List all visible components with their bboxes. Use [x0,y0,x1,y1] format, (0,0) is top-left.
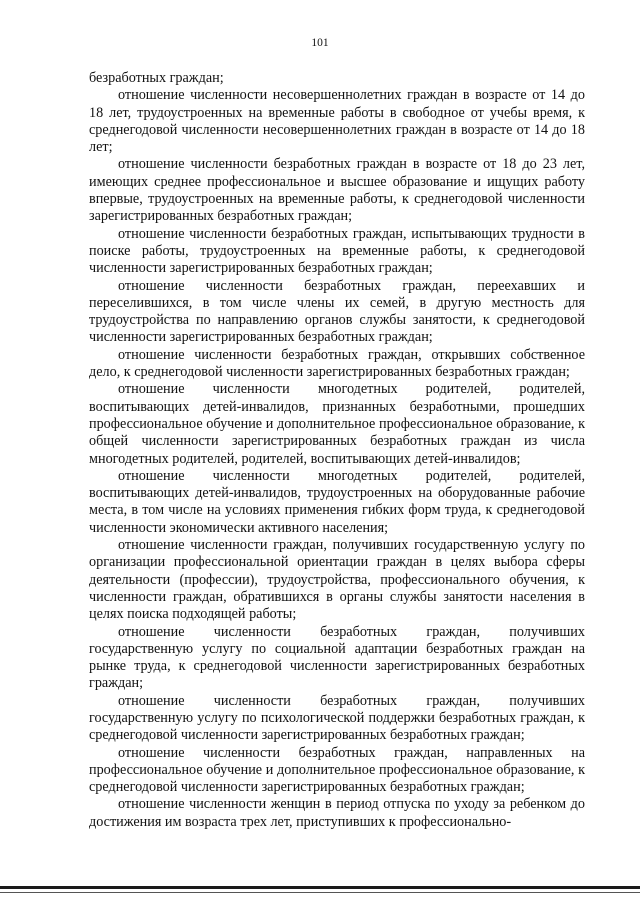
paragraph: отношение численности безработных граждан, получивших государственную услугу по психологической поддержки безработных граждан, к среднегодовой численности зарегистрированных безработных граждан; [89,692,585,744]
paragraph: отношение численности несовершеннолетних граждан в возрасте от 14 до 18 лет, трудоустроенных на временные работы в свободное от учебы время, к среднегодовой численности несовершеннолетних граждан в возрасте от 14 до 18 лет; [89,87,585,156]
paragraph-continuation: безработных граждан; [89,70,224,86]
page-number: 101 [311,37,329,49]
paragraph-truncated: отношение численности женщин в период отпуска по уходу за ребенком до достижения им возраста трех лет, приступивших к профессионально- [89,796,585,830]
paragraph: отношение численности безработных граждан, получивших государственную услугу по социальной адаптации безработных граждан на рынке труда, к среднегодовой численности зарегистрированных безработных граждан; [89,623,585,692]
paragraph: отношение численности безработных граждан, открывших собственное дело, к среднегодовой численности зарегистрированных безработных граждан; [89,346,585,381]
scan-edge-rule [0,886,640,889]
scan-edge-rule-thin [0,892,640,893]
paragraph: отношение численности многодетных родителей, родителей, воспитывающих детей-инвалидов, трудоустроенных на оборудованные рабочие места, в том числе на условиях применения гибких форм труда, к среднегодовой численности экономически активного населения; [89,467,585,536]
paragraph: отношение численности безработных граждан, испытывающих трудности в поиске работы, трудоустроенных на временные работы, к среднегодовой численности зарегистрированных безработных граждан; [89,225,585,277]
paragraph: отношение численности граждан, получивших государственную услугу по организации профессиональной ориентации граждан в целях выбора сферы деятельности (профессии), трудоустройства, профессионального обучения, к численности граждан, обратившихся в органы службы занятости населения в целях поиска подходящей работы; [89,537,585,623]
paragraph: отношение численности безработных граждан, переехавших и переселившихся, в том числе члены их семей, в другую местность для трудоустройства по направлению органов службы занятости, к среднегодовой численности зарегистрированных безработных граждан; [89,277,585,346]
paragraph: отношение численности безработных граждан, направленных на профессиональное обучение и дополнительное профессиональное образование, к среднегодовой численности зарегистрированных безработных граждан; [89,744,585,796]
paragraph: отношение численности безработных граждан в возрасте от 18 до 23 лет, имеющих среднее профессиональное и высшее образование и ищущих работу впервые, трудоустроенных на временные работы, к среднегодовой численности зарегистрированных безработных граждан; [89,156,585,225]
paragraph: отношение численности многодетных родителей, родителей, воспитывающих детей-инвалидов, признанных безработными, прошедших профессиональное обучение и дополнительное профессиональное образование, к общей численности зарегистрированных безработных граждан из числа многодетных родителей, родителей, воспитывающих детей-инвалидов; [89,381,585,467]
document-body [89,70,585,831]
